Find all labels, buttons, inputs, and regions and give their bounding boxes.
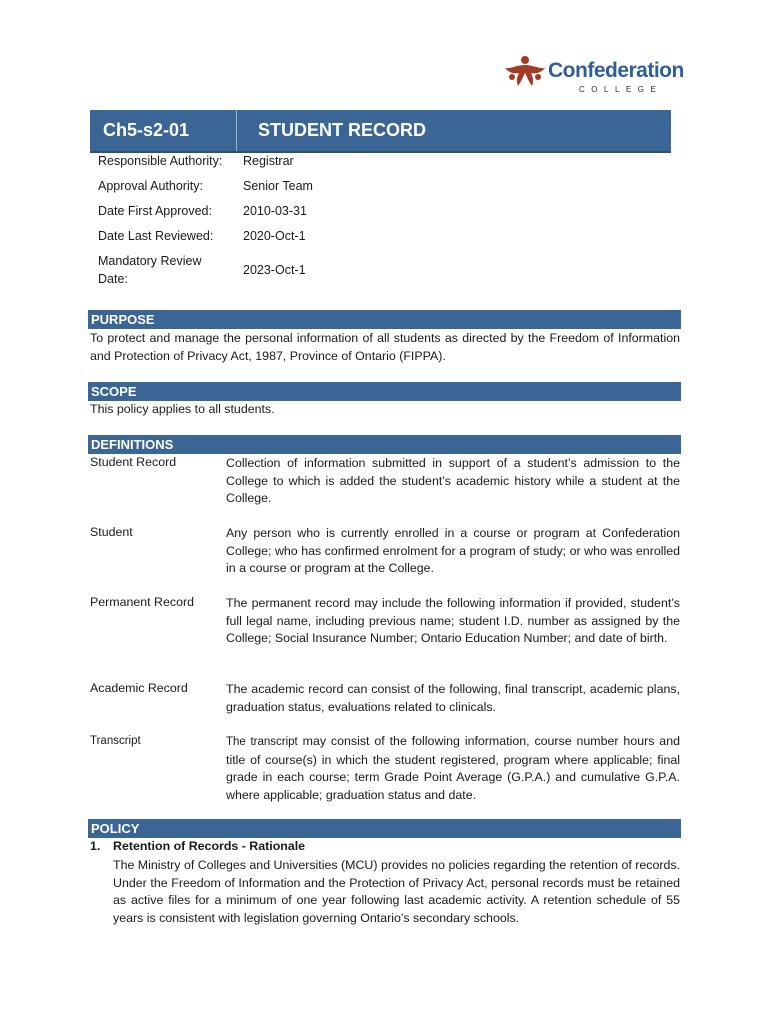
definition-text	[226, 733, 680, 804]
definition-term: Student	[90, 525, 133, 539]
policy-item-number: 1.	[90, 839, 101, 853]
definition-text: Collection of information submitted in support of a student’s admission to the College to which is added the student’s academic history while a student at the College.	[226, 456, 680, 505]
logo-subtitle: COLLEGE	[579, 85, 663, 94]
confederation-logo-icon	[503, 55, 547, 87]
scope-text: This policy applies to all students.	[90, 402, 275, 416]
meta-value: 2020-Oct-1	[243, 229, 306, 243]
definition-term: Transcript	[90, 735, 141, 747]
section-heading-definitions: DEFINITIONS	[88, 435, 681, 454]
section-heading-purpose: PURPOSE	[88, 310, 681, 329]
definition-term: Permanent Record	[90, 595, 194, 609]
purpose-text: To protect and manage the personal information of all students as directed by the Freedom of Information and Protection of Privacy Act, 1987, Province of Ontario (FIPPA).	[90, 331, 680, 363]
policy-code: Ch5-s2-01	[103, 120, 190, 140]
definition-term: Academic Record	[90, 681, 188, 695]
definition-text: Any person who is currently enrolled in a course or program at Confederation College; who has confirmed enrolment for a program of study; or who was enrolled in a course or program at the College.	[226, 526, 680, 575]
definition-text: The permanent record may include the following information if provided, student’s full legal name, including previous name; student I.D. number as assigned by the College; Social Insurance Number; Ontario Education Number; and date of birth.	[226, 596, 680, 645]
meta-label: Responsible Authority:	[98, 154, 223, 168]
definition-text-lead: The transcript	[226, 736, 298, 748]
definition-text-body: may consist of the following information, course number hours and title of course(s) in which the student registered, program where applicable; final grade in each course; term Grade Point Average (G.P.A.) and cumulative G.P.A. where applicable; graduation status and date.	[226, 734, 680, 802]
meta-label: Approval Authority:	[98, 179, 203, 193]
definition-term: Student Record	[90, 455, 177, 469]
section-heading-policy: POLICY	[88, 819, 681, 838]
meta-value: Registrar	[243, 154, 294, 168]
definition-text: The academic record can consist of the following, final transcript, academic plans, graduation status, evaluations related to clinicals.	[226, 682, 680, 714]
title-divider	[236, 110, 237, 151]
meta-label: Mandatory Review	[98, 254, 202, 268]
meta-label: Date First Approved:	[98, 204, 212, 218]
page-title: STUDENT RECORD	[258, 120, 427, 140]
section-heading-scope: SCOPE	[88, 382, 681, 401]
policy-item-title: Retention of Records - Rationale	[113, 839, 306, 853]
meta-label: Date Last Reviewed:	[98, 229, 214, 243]
college-logo	[503, 55, 693, 99]
meta-label-continued: Date:	[98, 272, 128, 286]
logo-wordmark: Confederation	[548, 59, 684, 82]
meta-value: Senior Team	[243, 179, 313, 193]
title-bar	[90, 110, 671, 153]
policy-item-text: The Ministry of Colleges and Universities (MCU) provides no policies regarding the retention of records. Under the Freedom of Information and the Protection of Privacy Act, personal records must be retained as active files for a minimum of one year following last academic activity. A retention schedule of 55 years is consistent with legislation governing Ontario’s secondary schools.	[113, 858, 680, 925]
meta-value: 2010-03-31	[243, 204, 307, 218]
meta-value: 2023-Oct-1	[243, 263, 306, 277]
